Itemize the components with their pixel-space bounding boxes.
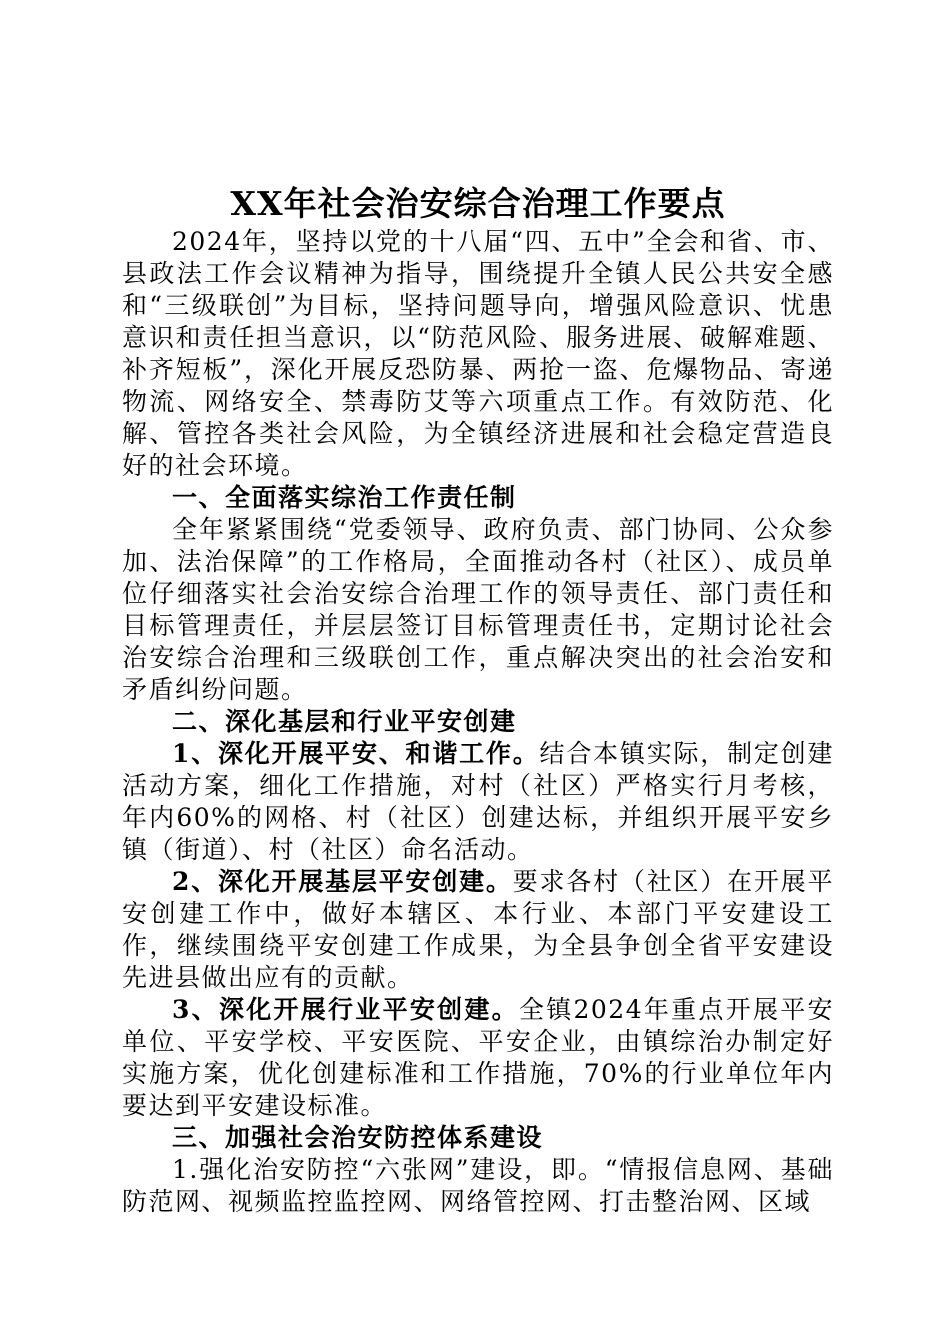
page-title: XX年社会治安综合治理工作要点: [230, 184, 726, 223]
item-2-lead: 2、深化开展基层平安创建。: [172, 867, 513, 896]
item-3-body: 全镇2024年重点开展平安单位、平安学校、平安医院、平安企业，由镇综治办制定好实施方案，优化创建标准和工作措施，70%的行业单位年内要达到平安建设标准。: [122, 995, 835, 1120]
item-1-body: 结合本镇实际，制定创建活动方案，细化工作措施，对村（社区）严格实行月考核，年内60%的网格、村（社区）创建达标，并组织开展平安乡镇（街道）、村（社区）命名活动。: [122, 739, 834, 864]
intro-paragraph: 2024年，坚持以党的十八届“四、五中”全会和省、市、县政法工作会议精神为指导，围绕提升全镇人民公共安全感和“三级联创”为目标，坚持问题导向，增强风险意识、忧患意识和责任担当意识，以“防范风险、服务进展、破解难题、补齐短板”，深化开展反恐防暴、两抢一盗、危爆物品、寄递物流、网络安全、禁毒防艾等六项重点工作。有效防范、化解、管控各类社会风险，为全镇经济进展和社会稳定营造良好的社会环境。: [122, 227, 834, 480]
section-1-heading: 一、全面落实综治工作责任制: [172, 483, 517, 512]
item-3-lead: 3、深化开展行业平安创建。: [172, 995, 519, 1024]
document-body: [122, 182, 834, 1218]
item-2-paragraph: [122, 866, 834, 994]
section-2-heading: 二、深化基层和行业平安创建: [172, 707, 517, 736]
section-3-item-1-paragraph: 1.强化治安防控“六张网”建设，即。“情报信息网、基础防范网、视频监控监控网、网络管控网、打击整治网、区域: [122, 1155, 834, 1216]
section-1-paragraph: 全年紧紧围绕“党委领导、政府负责、部门协同、公众参加、法治保障”的工作格局，全面推动各村（社区）、成员单位仔细落实社会治安综合治理工作的领导责任、部门责任和目标管理责任，并层层签订目标管理责任书，定期讨论社会治安综合治理和三级联创工作，重点解决突出的社会治安和矛盾纠纷问题。: [122, 515, 834, 704]
section-3-heading: 三、加强社会治安防控体系建设: [172, 1123, 544, 1152]
item-1-lead: 1、深化开展平安、和谐工作。: [172, 739, 540, 768]
item-1-paragraph: [122, 738, 834, 866]
item-3-paragraph: [122, 994, 834, 1122]
item-2-body: 要求各村（社区）在开展平安创建工作中，做好本辖区、本行业、本部门平安建设工作，继续围绕平安创建工作成果，为全县争创全省平安建设先进县做出应有的贡献。: [122, 867, 834, 992]
